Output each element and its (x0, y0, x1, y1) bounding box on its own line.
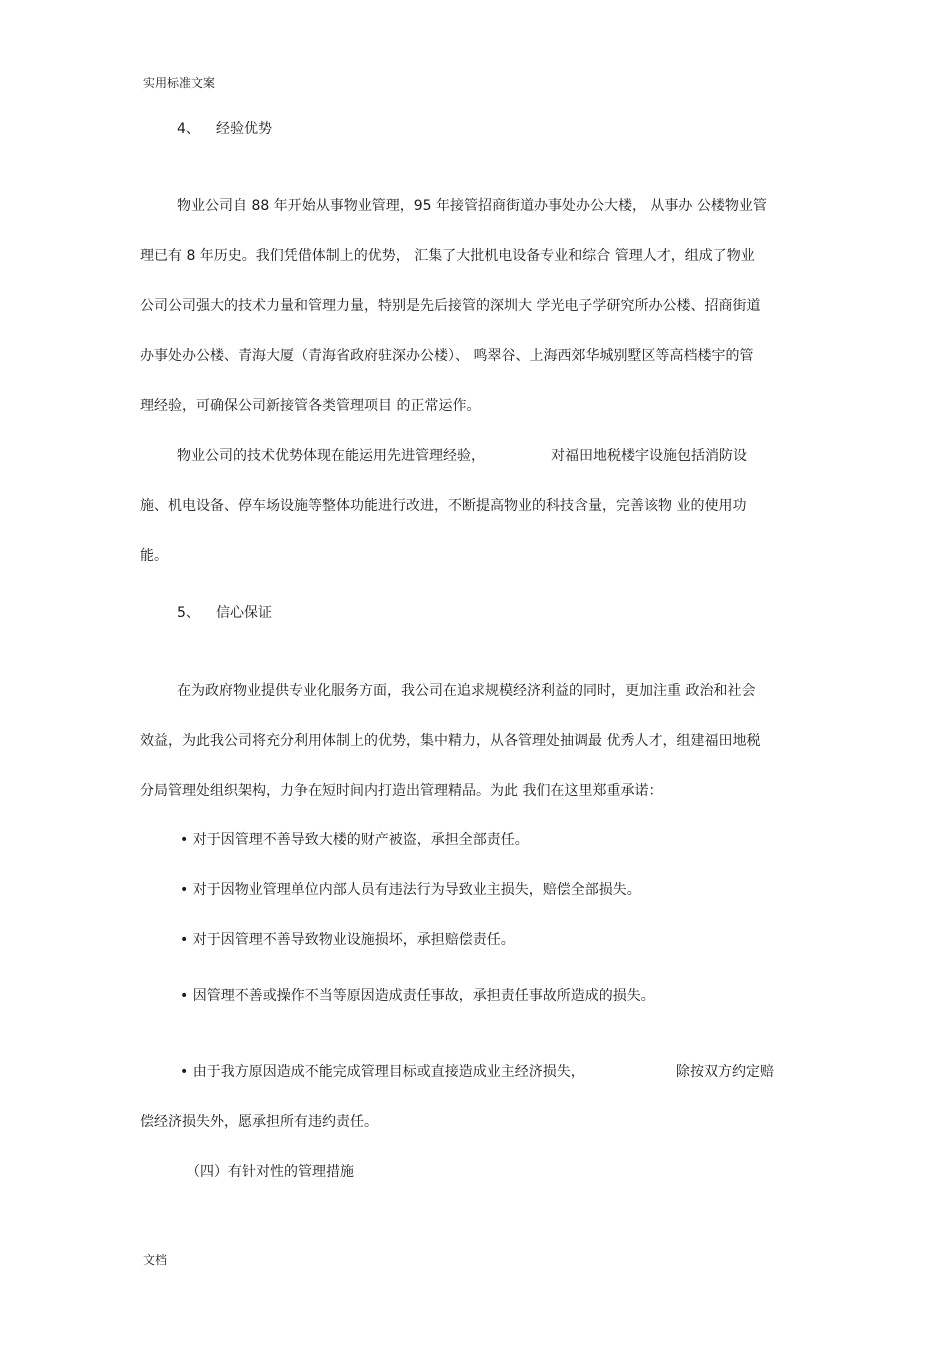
section-5-para1-line3: 分局管理处组织架构，力争在短时间内打造出管理精品。为此 我们在这里郑重承诺： (140, 783, 663, 799)
section-4-para2-line1a: 物业公司的技术优势体现在能运用先进管理经验， (177, 448, 485, 464)
section-5-number: 5、 (177, 605, 200, 621)
list-item-last-c: 偿经济损失外，愿承担所有违约责任。 (140, 1114, 378, 1130)
list-item: • 对于因管理不善导致大楼的财产被盗，承担全部责任。 (180, 832, 529, 848)
list-item: • 对于因管理不善导致物业设施损坏，承担赔偿责任。 (180, 932, 515, 948)
section-4-para2-line2: 施、机电设备、停车场设施等整体功能进行改进，不断提高物业的科技含量，完善该物 业的使用功 (140, 498, 747, 514)
section-4-number: 4、 (177, 121, 200, 137)
list-item: • 因管理不善或操作不当等原因造成责任事故，承担责任事故所造成的损失。 (180, 988, 655, 1004)
page-footer: 文档 (143, 1253, 168, 1267)
section-4-para2-line3: 能。 (140, 548, 168, 564)
section-4-para1-line2: 理已有 8 年历史。我们凭借体制上的优势， 汇集了大批机电设备专业和综合 管理人才，组成了物业 (140, 248, 755, 264)
section-4-para1-line1: 物业公司自 88 年开始从事物业管理，95 年接管招商街道办事处办公大楼， 从事办 公楼物业管 (177, 198, 767, 214)
section-4-para2-line1b: 对福田地税楼宇设施包括消防设 (551, 448, 747, 464)
list-item-last-b: 除按双方约定赔 (676, 1064, 774, 1080)
section-4-title: 经验优势 (216, 121, 272, 137)
section-5-title: 信心保证 (216, 605, 272, 621)
section-4-para1-line3: 公司公司强大的技术力量和管理力量，特别是先后接管的深圳大 学光电子学研究所办公楼、招商街道 (140, 298, 761, 314)
section-4-para1-line5: 理经验，可确保公司新接管各类管理项目 的正常运作。 (140, 398, 481, 414)
section-5-para1-line1: 在为政府物业提供专业化服务方面，我公司在追求规模经济利益的同时，更加注重 政治和社会 (177, 683, 756, 699)
section-5-para1-line2: 效益，为此我公司将充分利用体制上的优势，集中精力，从各管理处抽调最 优秀人才，组建福田地税 (140, 733, 761, 749)
section-4-para1-line4: 办事处办公楼、青海大厦（青海省政府驻深办公楼）、 鸣翠谷、上海西郊华城别墅区等高档楼宇的管 (140, 348, 754, 364)
section-4b-title: （四）有针对性的管理措施 (186, 1164, 354, 1180)
page-header: 实用标准文案 (143, 76, 216, 90)
list-item-last-a: • 由于我方原因造成不能完成管理目标或直接造成业主经济损失， (180, 1064, 585, 1080)
list-item: • 对于因物业管理单位内部人员有违法行为导致业主损失，赔偿全部损失。 (180, 882, 641, 898)
